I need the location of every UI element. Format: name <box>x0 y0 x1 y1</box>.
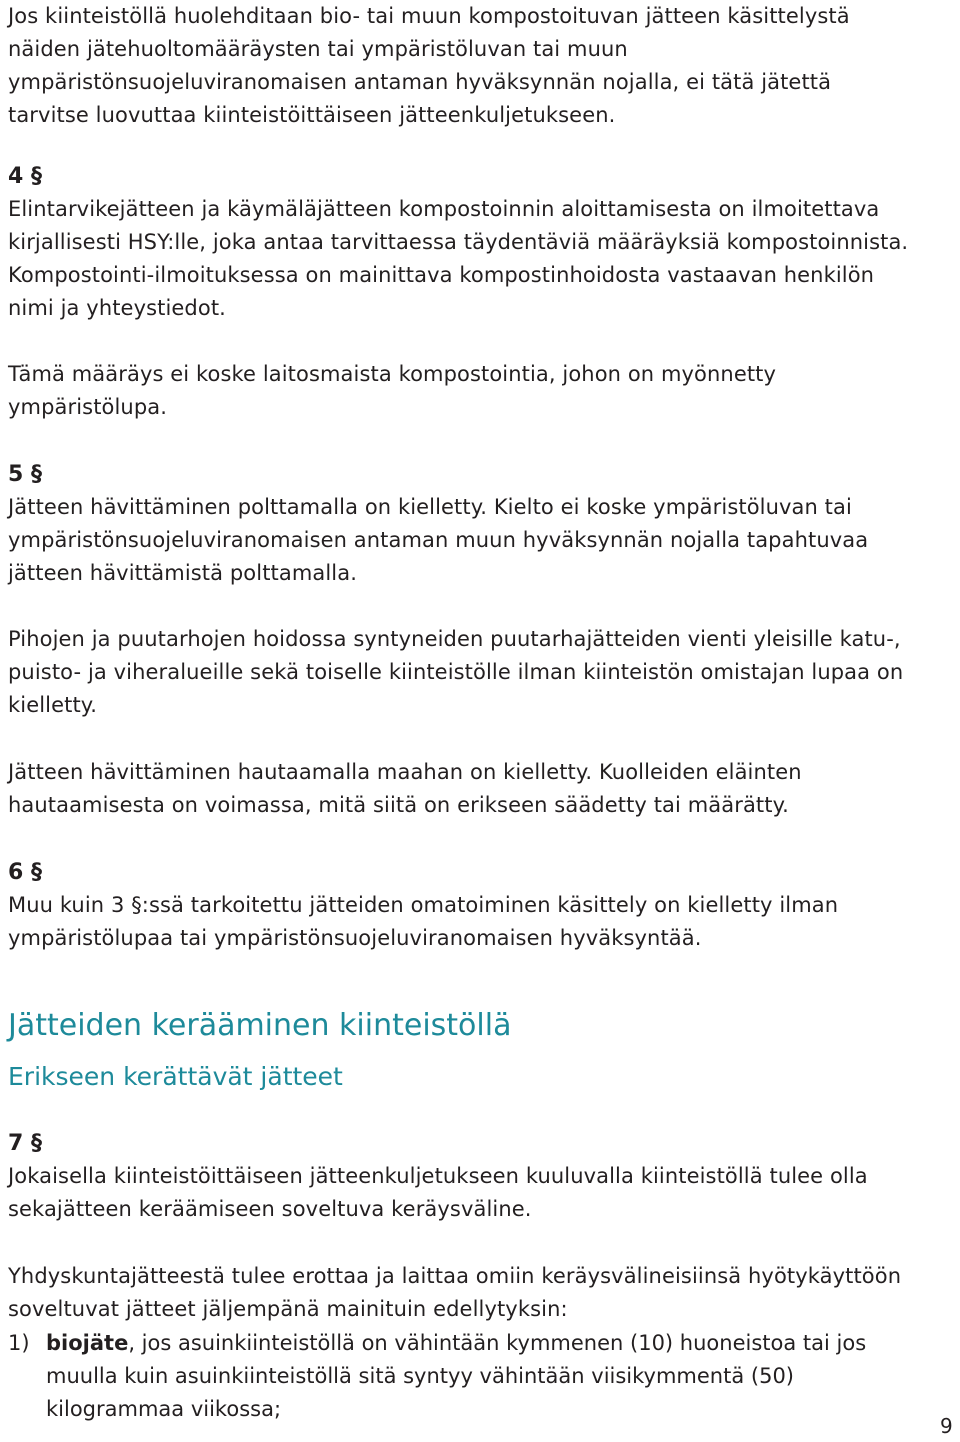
section-6-heading: 6 § <box>8 860 42 885</box>
section-4-heading: 4 § <box>8 164 42 189</box>
section-5-heading: 5 § <box>8 462 42 487</box>
section-7-heading: 7 § <box>8 1131 42 1156</box>
list-item-1-text: , jos asuinkiinteistöllä on vähintään kymmenen (10) huoneistoa tai jos muulla kuin asuinkiinteistöllä sitä syntyy vähintään viisikymmentä (50) kilogrammaa viikossa; <box>46 1331 867 1421</box>
paragraph-kompostointi: Jos kiinteistöllä huolehditaan bio- tai muun kompostoituvan jätteen käsittelystä näiden jätehuoltomääräysten tai ympäristöluvan tai muun ympäristönsuojeluviranomaisen antaman hyväksynnän nojalla, ei tätä jätettä tarvitse luovuttaa kiinteistöittäiseen jätteenkuljetukseen. <box>8 4 850 127</box>
paragraph-section-7-1: Jokaisella kiinteistöittäiseen jätteenkuljetukseen kuuluvalla kiinteistöllä tulee olla sekajätteen keräämiseen soveltuva keräysväline. <box>8 1164 868 1221</box>
paragraph-section-5-2: Pihojen ja puutarhojen hoidossa syntyneiden puutarhajätteiden vienti yleisille katu-, puisto- ja viheralueille sekä toiselle kiinteistölle ilman kiinteistön omistajan lupaa on kielletty. <box>8 627 904 717</box>
list-item-1 <box>8 1327 918 1426</box>
paragraph-section-7-2: Yhdyskuntajätteestä tulee erottaa ja laittaa omiin keräysvälineisiinsä hyötykäyttöön soveltuvat jätteet jäljempänä mainituin edellytyksin: <box>8 1264 902 1321</box>
paragraph-section-5-3: Jätteen hävittäminen hautaamalla maahan on kielletty. Kuolleiden eläinten hautaamisesta on voimassa, mitä siitä on erikseen säädetty tai määrätty. <box>8 760 802 817</box>
paragraph-section-6-1: Muu kuin 3 §:ssä tarkoitettu jätteiden omatoiminen käsittely on kielletty ilman ympäristölupaa tai ympäristönsuojeluviranomaisen hyväksyntää. <box>8 893 839 950</box>
chapter-title: Jätteiden kerääminen kiinteistöllä <box>8 1008 512 1043</box>
paragraph-section-4-2: Tämä määräys ei koske laitosmaista kompostointia, johon on myönnetty ympäristölupa. <box>8 362 777 419</box>
list-item-1-number: 1) <box>8 1331 30 1355</box>
list-item-1-term: biojäte <box>46 1331 129 1355</box>
paragraph-section-5-1: Jätteen hävittäminen polttamalla on kielletty. Kielto ei koske ympäristöluvan tai ympäristönsuojeluviranomaisen antaman muun hyväksynnän nojalla tapahtuvaa jätteen hävittämistä polttamalla. <box>8 495 869 585</box>
paragraph-section-4-1: Elintarvikejätteen ja käymäläjätteen kompostoinnin aloittamisesta on ilmoitettava kirjallisesti HSY:lle, joka antaa tarvittaessa täydentäviä määräyksiä kompostoinnista. Kompostointi-ilmoituksessa on mainittava kompostinhoidosta vastaavan henkilön nimi ja yhteystiedot. <box>8 197 909 320</box>
subchapter-title: Erikseen kerättävät jätteet <box>8 1062 343 1091</box>
page-number: 9 <box>940 1414 953 1438</box>
